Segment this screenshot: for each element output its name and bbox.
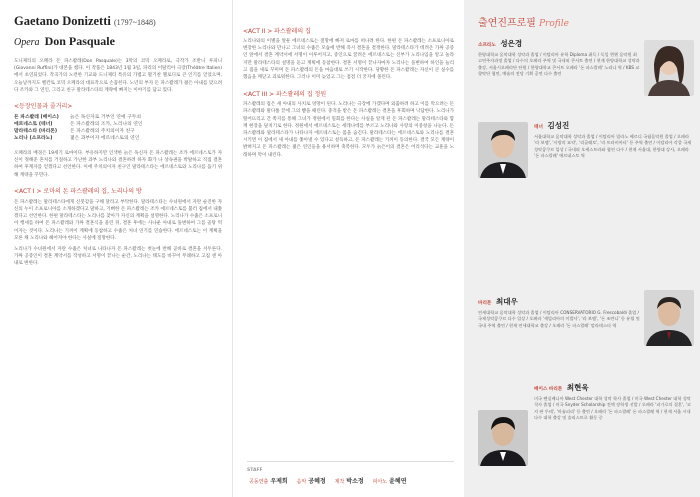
intro-text: 도니제티의 오페라 돈 파스콸레(Don Pasquale)는 3막의 코믹 오페라로, 극작가 조반니 루피니(Giovanni Ruffini)가 대본을 썼다. 이 작품은 1843년 1월 3일, 파리의 이탈리아 극장(Théâtre Italien)에서 초연되었다. 작곡가의 노련한 기교와 도니제티 특유의 가볍고 활기찬 멜로디로 큰 인기를 얻었으며, 오늘날까지도 벨칸토 코믹 오페라의 대표작으로 손꼽힌다. 노년의 부자 돈 파스콸레가 젊은 아내를 맞으려다 조카와 그 연인, 그리고 친구 말라테스타의 계략에 빠지는 이야기를 담고 있다. — [14, 59, 222, 93]
act3-text: 파스콸레의 집은 새 아내의 사치로 엉망이 된다. 노리나는 극장에 가겠다며 외출하려 하고 이를 막으려는 돈 파스콸레와 말다툼 끝에 그의 뺨을 때린다. 충격을 받은 돈 파스콸레는 결혼을 후회하며 낙담한다. 노리나가 떨어뜨리고 간 쪽지를 통해 그녀가 정원에서 밀회를 한다는 사실을 알게 된 돈 파스콸레는 말라테스타와 함께 현장을 덮치기로 한다. 정원에서 에르네스토는 세레나데를 부르고 노리나와 사랑의 이중창을 나눈다. 돈 파스콸레와 말라테스타가 나타나자 에르네스토는 몸을 숨긴다. 말라테스타는 에르네스토와 노리나를 결혼시키면 이 집에서 새 아내를 쫓아낼 수 있다고 설득하고, 돈 파스콸레는 기꺼이 동의한다. 결국 모든 계략이 밝혀지고 돈 파스콸레는 젊은 연인들을 용서하며 축복한다. 모두가 늙은이의 결혼은 어리석다는 교훈을 노래하며 막이 내린다. — [243, 102, 454, 158]
profile-baritone: 바리톤 최대우 연세대학교 음악대학 성악과 졸업 / 이탈리아 CONSERVATORIO G. Frescobaldi 졸업 / 국제성악콩쿠르 다수 입상 / 오페라 '세빌리아의 이발사', '라 보엠', '돈 조반니' 등 유럽 및 국내 주역 출연 / 현재 연세대학교 출강 / 오페라 '돈 파스콸레' 말라테스타 역 — [478, 297, 640, 328]
act1-heading: <ACT I > 로마의 돈 파스콸레의 집, 노리나의 방 — [14, 187, 142, 195]
profile-bass-baritone: 베이스 바리톤 최현욱 미국 펜실베니아 West Chester 대학 성악 학사 졸업 / 미국 West Chester 대학 성악 석사 졸업 / 미국 Snyder Scholarship 전액 장학생 선발 / 오페라 '피가로의 결혼', '코지 판 투테', '마술피리' 등 출연 / 오페라 '돈 파스콸레' 돈 파스콸레 역 / 현재 서울 시내 다수 대학 출강 및 솔리스트로 활동 중 — [534, 383, 691, 421]
opera-title: Don Pasquale — [44, 34, 115, 48]
act3-heading: <ACT III > 파스콸레의 집 정원 — [243, 91, 327, 99]
role-row: 돈 파스콸레 (베이스) 늙은 독신자로 거부인 연애 구두쇠 — [14, 115, 141, 121]
composer-years: (1797~1848) — [113, 18, 156, 27]
baritone-photo — [644, 290, 694, 346]
tenor-photo — [478, 122, 528, 178]
staff-label: STAFF — [247, 468, 263, 473]
opera-label: Opera — [14, 37, 40, 48]
column-acts — [232, 0, 464, 497]
profile-name: 최현욱 — [566, 383, 589, 392]
profiles-title: 출연진프로필 Profile — [478, 18, 569, 29]
opera-heading — [14, 34, 222, 49]
role-row: 노리나 (소프라노) 젊은 과부이자 에르네스토의 연인 — [14, 136, 140, 142]
staff-name: 윤혜연 — [389, 478, 407, 485]
roles-heading: <등장인물과 줄거리> — [14, 103, 73, 111]
profile-name: 최대우 — [495, 297, 518, 306]
profile-name: 성은경 — [500, 39, 523, 48]
role-row: 에르네스토 (테너) 돈 파스콸레의 조카, 노리나의 연인 — [14, 122, 143, 128]
staff-name: 공혜정 — [308, 478, 326, 485]
act2-heading: <ACT II > 파스콸레의 집 — [243, 28, 311, 35]
act2-text: 노리나와의 이별을 앞둔 에르네스토는 절망에 빠져 로마를 떠나려 한다. 한편 돈 파스콸레는 소프로니아로 변장한 노리나와 만나고 그녀의 수줍은 모습에 반해 즉시 결혼을 결정한다. 말라테스타가 데려온 가짜 공증인 앞에서 결혼 계약서에 서명이 이루어지고, 증인으로 끌려온 에르네스토는 신부가 노리나임을 알고 놀라지만 말라테스타의 설명을 듣고 계획에 동참한다. 결혼 서명이 끝나자마자 노리나는 돌변하여 하인을 늘리고 집을 새로 꾸미며 돈 파스콸레의 돈을 마음대로 쓰기 시작한다. 당황한 돈 파스콸레는 자신이 큰 실수를 했음을 깨닫고 괴로워한다. 그러나 이미 늦었고 그는 점점 더 궁지에 몰린다. — [243, 39, 454, 81]
column-profiles — [464, 0, 700, 497]
profile-tenor: 테너 김성진 서울대학교 음악대학 성악과 졸업 / 이탈리아 밀라노 베르디 국립음악원 졸업 / 오페라 '라 보엠', '사랑의 묘약', '리골레토', '라 트라비아타' 등 주역 출연 / 이탈리아 각종 국제성악콩쿠르 입상 / 국내외 오케스트라와 협연 다수 / 현재 서울대, 한양대 강사, 오페라 '돈 파스콸레' 에르네스토 역 — [534, 121, 692, 159]
act1-body — [14, 199, 222, 379]
profiles-title-script: Profile — [538, 19, 569, 29]
column-synopsis — [0, 0, 232, 497]
act1b-text: 노리나가 수녀원에서 자란 수줍은 처녀로 나타나자 돈 파스콸레는 첫눈에 반해 곧바로 결혼을 서두른다. 가짜 공증인이 결혼 계약서를 작성하고 서명이 끝나는 순간, 노리나는 태도를 바꾸어 무례하고 고집 센 아내로 변한다. — [14, 247, 222, 267]
staff-name: 박소정 — [346, 478, 364, 485]
composer-heading — [14, 14, 222, 29]
role-row: 말라테스타 (바리톤) 돈 파스콸레의 주치의이자 친구 — [14, 129, 135, 135]
composer-name: Gaetano Donizetti — [14, 14, 111, 28]
staff-name: 우제희 — [270, 478, 288, 485]
soprano-photo — [644, 40, 694, 96]
act1-text: 돈 파스콸레는 말라테스타에게 신붓감을 구해 달라고 부탁한다. 말라테스타는 수녀원에서 자란 순진한 자신의 누이 소프로니아를 소개하겠다고 말하고, 기뻐한 돈 파스콸레는 조카 에르네스토를 불러 집에서 내쫓겠다고 선언한다. 한편 말라테스타는 노리나를 찾아가 자신의 계획을 설명한다. 노리나가 수줍은 소프로니아 행세를 하여 돈 파스콸레와 가짜 결혼식을 올린 뒤, 결혼 후에는 사나운 아내로 돌변하여 그를 골탕 먹이자는 것이다. 노리나는 기꺼이 계획에 동참하고 수줍은 처녀 연기를 연습한다. 에르네스토는 이 계획을 모른 채 노리나와 헤어져야 한다는 사실에 절망한다. — [14, 199, 222, 241]
summary-text: 오페라의 배경은 19세기 로마이다. 부유하지만 인색한 늙은 독신자 돈 파스콸레는 조카 에르네스토가 자신이 정해준 혼처를 거절하고 가난한 과부 노리나와 결혼하려 하자 화가 나 상속권을 박탈하고 직접 결혼하여 후계자를 얻겠다고 선언한다. 이에 주치의이자 친구인 말라테스타는 에르네스토와 노리나를 돕기 위해 계략을 꾸민다. — [14, 151, 222, 178]
profile-name: 김성진 — [547, 121, 570, 130]
profile-soprano: 소프라노 성은경 한양대학교 음악대학 성악과 졸업 / 이탈리아 유학 Diploma 취득 / 독일 뮌헨 음악원 최고연주자과정 졸업 / 다수의 오페라 주역 및 국내외 콘서트 출연 / 현재 한양대학교 성악과 출강, 서울시오페라단 단원 / 한양대학교 콘서트 오페라 '돈 파스콸레' 노리나 역 / KBS 교향악단 협연, 예술의 전당 기획 공연 다수 출연 — [478, 39, 640, 77]
staff-line: 공동연출 우제희 음악 공혜정 제작 박소정 피아노 윤혜연 — [249, 478, 407, 485]
act3-body — [243, 101, 454, 311]
roles-list — [14, 114, 222, 142]
bass-baritone-photo — [478, 410, 528, 466]
staff-credits — [247, 461, 454, 485]
